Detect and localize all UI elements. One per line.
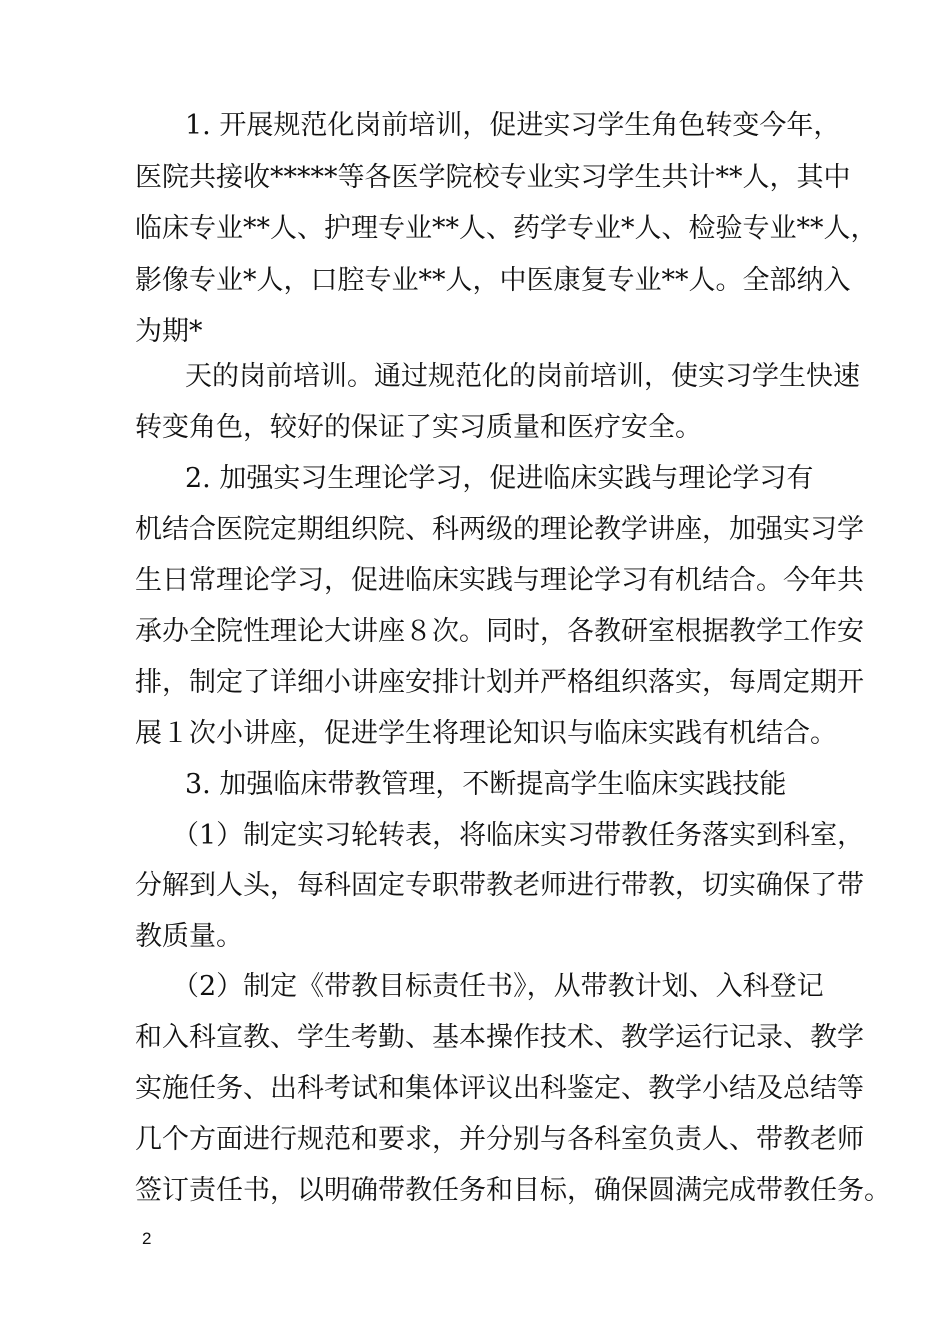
paragraph-line: （1）制定实习轮转表，将临床实习带教任务落实到科室，	[172, 820, 865, 851]
paragraph-line: 生日常理论学习，促进临床实践与理论学习有机结合。今年共	[135, 565, 864, 596]
paragraph-line: 和入科宣教、学生考勤、基本操作技术、教学运行记录、教学	[135, 1022, 864, 1053]
paragraph-line: 为期*	[135, 316, 203, 347]
paragraph-line: 影像专业*人，口腔专业**人，中医康复专业**人。全部纳入	[135, 265, 851, 296]
paragraph-line: 分解到人头，每科固定专职带教老师进行带教，切实确保了带	[135, 870, 864, 901]
paragraph-line: 1. 开展规范化岗前培训，促进实习学生角色转变今年，	[185, 110, 841, 141]
paragraph-line: 2. 加强实习生理论学习，促进临床实践与理论学习有	[185, 463, 814, 494]
paragraph-line: 排，制定了详细小讲座安排计划并严格组织落实，每周定期开	[135, 667, 864, 698]
paragraph-line: 3. 加强临床带教管理，不断提高学生临床实践技能	[185, 769, 787, 800]
paragraph-line: 实施任务、出科考试和集体评议出科鉴定、教学小结及总结等	[135, 1073, 864, 1104]
paragraph-line: 机结合医院定期组织院、科两级的理论教学讲座，加强实习学	[135, 514, 864, 545]
page-number: 2	[142, 1229, 152, 1248]
paragraph-line: 承办全院性理论大讲座８次。同时，各教研室根据教学工作安	[135, 616, 864, 647]
paragraph-line: 转变角色，较好的保证了实习质量和医疗安全。	[135, 412, 702, 443]
paragraph-line: 天的岗前培训。通过规范化的岗前培训，使实习学生快速	[185, 361, 860, 392]
paragraph-line: 临床专业**人、护理专业**人、药学专业*人、检验专业**人，	[135, 213, 878, 244]
paragraph-line: 教质量。	[135, 921, 243, 952]
paragraph-line: 展１次小讲座，促进学生将理论知识与临床实践有机结合。	[135, 718, 837, 749]
paragraph-line: （2）制定《带教目标责任书》，从带教计划、入科登记	[172, 971, 824, 1002]
paragraph-line: 医院共接收*****等各医学院校专业实习学生共计**人，其中	[135, 162, 851, 193]
paragraph-line: 几个方面进行规范和要求，并分别与各科室负责人、带教老师	[135, 1124, 864, 1155]
paragraph-line: 签订责任书，以明确带教任务和目标，确保圆满完成带教任务。	[135, 1175, 891, 1206]
